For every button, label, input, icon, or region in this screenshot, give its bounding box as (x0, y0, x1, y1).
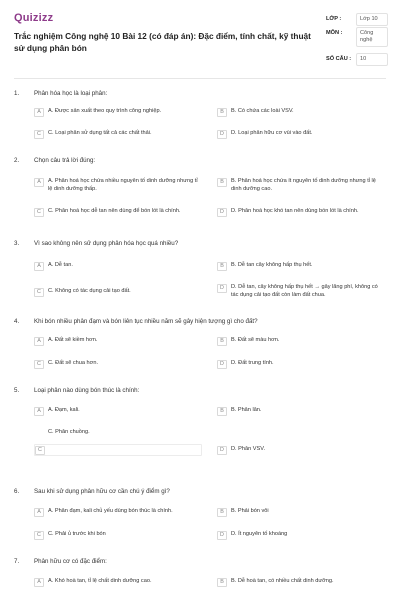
subject-value: Công nghệ (356, 27, 388, 47)
option-text: A. Phân hoá học chứa nhiều nguyên tố dinh dưỡng nhưng tỉ lệ dinh dưỡng thấp. (48, 178, 198, 192)
option-b[interactable] (217, 578, 385, 587)
option-text: D. Dễ tan, cây không hấp thụ hết → gây lãng phí, không có tác dụng cải tạo đất còn làm đất chua. (231, 284, 378, 298)
option-text: C. Loại phân sử dụng tất cả các chất thải. (48, 130, 152, 136)
option-letter: D (217, 130, 227, 139)
option-text: C. Phải ủ trước khi bón (48, 531, 106, 537)
option-text: B. Dễ tan cây không hấp thụ hết. (231, 262, 313, 268)
option-letter: A (34, 108, 44, 117)
option-c[interactable] (34, 208, 202, 217)
question-text: Phân hóa học là loại phân: (34, 90, 108, 97)
option-b[interactable] (217, 508, 385, 517)
option-d[interactable] (217, 208, 385, 217)
class-value: Lớp 10 (356, 13, 388, 26)
option-a[interactable] (34, 262, 202, 271)
option-c[interactable] (34, 444, 202, 456)
option-text: B. Phải bón vôi (231, 508, 269, 514)
question-count-label: SỐ CÂU : (326, 56, 352, 62)
option-d[interactable] (217, 360, 385, 369)
option-letter: D (217, 360, 227, 369)
question-text: Vì sao không nên sử dụng phân hóa học quá nhiều? (34, 240, 179, 247)
option-text: B. Đất sẽ màu hơn. (231, 337, 280, 343)
option-letter: B (217, 337, 227, 346)
option-letter: A (34, 262, 44, 271)
option-a[interactable] (34, 508, 202, 517)
option-b[interactable] (217, 407, 385, 416)
option-b[interactable] (217, 337, 385, 346)
page-title: Trắc nghiệm Công nghệ 10 Bài 12 (có đáp án): Đặc điểm, tính chất, kỹ thuật sử dụng phân bón (14, 31, 311, 53)
option-letter: C (34, 531, 44, 540)
option-text: B. Phân hoá học chứa ít nguyên tố dinh dưỡng nhưng tỉ lệ dinh dưỡng cao. (231, 178, 376, 192)
option-c[interactable] (34, 360, 202, 369)
option-letter: B (217, 262, 227, 271)
question-number: 7. (14, 558, 20, 565)
option-text: C. Đất sẽ chua hơn. (48, 360, 98, 366)
option-d[interactable] (217, 284, 385, 299)
option-letter: A (34, 178, 44, 187)
quizizz-logo: Quizizz (14, 12, 54, 24)
option-b[interactable] (217, 178, 385, 193)
option-text: C. Phân chuồng. (48, 429, 90, 435)
option-a[interactable] (34, 337, 202, 346)
option-d[interactable] (217, 130, 385, 139)
question-text: Sau khi sử dụng phân hữu cơ cần chú ý điểm gì? (34, 488, 170, 495)
option-d[interactable] (217, 531, 385, 540)
question-text: Phân hữu cơ có đặc điểm: (34, 558, 107, 565)
option-letter: A (34, 407, 44, 416)
option-text: B. Có chứa các loài VSV. (231, 108, 294, 114)
question-number: 5. (14, 387, 20, 394)
option-letter: C (34, 288, 44, 297)
option-b[interactable] (217, 108, 385, 117)
option-letter: B (217, 578, 227, 587)
worksheet-header (0, 0, 400, 72)
option-text: A. Dễ tan. (48, 262, 73, 268)
question-number: 3. (14, 240, 20, 247)
option-text: A. Đất sẽ kiềm hơn. (48, 337, 98, 343)
option-text: D. Phân VSV. (231, 446, 265, 452)
class-label: LỚP : (326, 16, 342, 22)
option-letter: B (217, 108, 227, 117)
option-letter: D (217, 208, 227, 217)
subject-label: MÔN : (326, 30, 343, 36)
option-letter: B (217, 178, 227, 187)
option-text: A. Khó hoà tan, tỉ lệ chất dinh dưỡng cao. (48, 578, 152, 584)
option-letter: D (217, 284, 227, 293)
option-letter: D (217, 446, 227, 455)
option-text: B. Dễ hoà tan, có nhiều chất dinh dưỡng. (231, 578, 334, 584)
option-text: D. Đất trung tính. (231, 360, 274, 366)
question-number: 4. (14, 318, 20, 325)
question-number: 1. (14, 90, 20, 97)
option-c-caption (48, 429, 216, 437)
option-text: C. Phân hoá học dễ tan nên dùng để bón lót là chính. (48, 208, 181, 214)
option-text: A. Đạm, kali. (48, 407, 80, 413)
option-text: C. Không có tác dụng cải tạo đất. (48, 288, 131, 294)
option-c[interactable] (34, 531, 202, 540)
option-letter: A (34, 578, 44, 587)
option-letter: A (34, 508, 44, 517)
option-letter: B (217, 508, 227, 517)
option-c[interactable] (34, 288, 202, 297)
question-text: Loại phân nào dùng bón thúc là chính: (34, 387, 140, 394)
question-number: 2. (14, 157, 20, 164)
option-a[interactable] (34, 578, 202, 587)
option-a[interactable] (34, 108, 202, 117)
option-letter: D (217, 531, 227, 540)
option-text: B. Phân lân. (231, 407, 262, 413)
option-letter: C (35, 446, 45, 455)
option-letter: B (217, 407, 227, 416)
option-letter: C (34, 130, 44, 139)
option-c[interactable] (34, 130, 202, 139)
option-text: D. Loại phân hữu cơ vùi vào đất. (231, 130, 313, 136)
question-text: Khi bón nhiều phân đạm và bón liên tục nhiều năm sẽ gây hiện tượng gì cho đất? (34, 318, 258, 325)
option-text: D. Ít nguyên tố khoáng (231, 531, 288, 537)
option-b[interactable] (217, 262, 385, 271)
header-divider (14, 78, 386, 79)
option-text: A. Phân đạm, kali chủ yếu dùng bón thúc là chính. (48, 508, 173, 514)
option-a[interactable] (34, 178, 202, 193)
question-number: 6. (14, 488, 20, 495)
option-text: A. Được sản xuất theo quy trình công nghiệp. (48, 108, 162, 114)
option-letter: C (34, 208, 44, 217)
option-letter: C (34, 360, 44, 369)
option-text: D. Phân hoá học khó tan nên dùng bón lót là chính. (231, 208, 359, 214)
question-count-value: 10 (356, 53, 388, 66)
option-a[interactable] (34, 407, 202, 416)
question-text: Chọn câu trả lời đúng: (34, 157, 96, 164)
option-letter: A (34, 337, 44, 346)
option-d[interactable] (217, 446, 385, 455)
